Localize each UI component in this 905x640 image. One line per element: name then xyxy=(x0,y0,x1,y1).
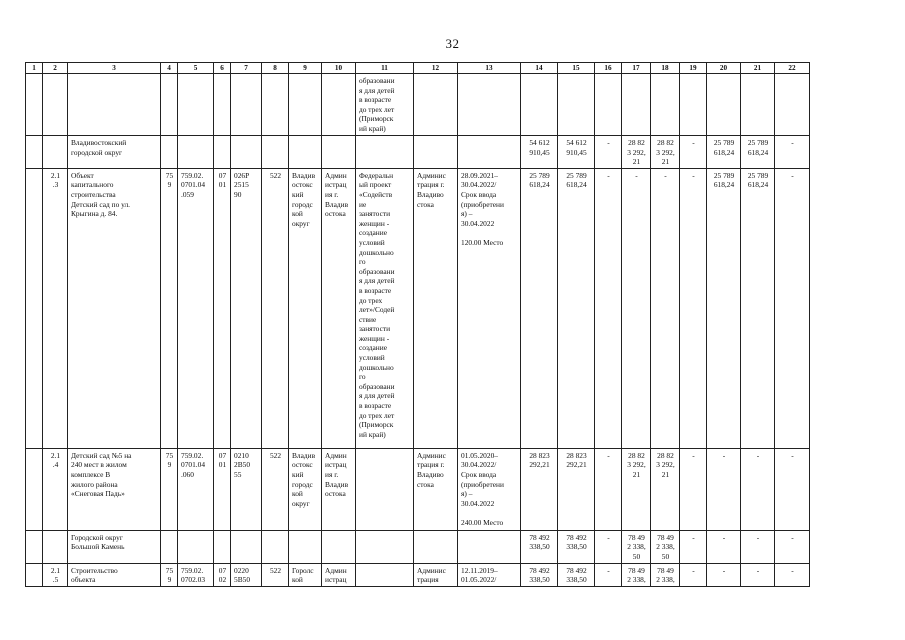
table-cell: 759.02. 0701.04 .060 xyxy=(178,448,214,530)
table-cell: Детский сад №5 на 240 мест в жилом комплексе В жилого района «Снеговая Падь» xyxy=(68,448,161,530)
table-cell: 78 492 338,50 xyxy=(558,563,595,586)
table-cell: 54 612 910,45 xyxy=(521,136,558,169)
table-cell: 2.1 .4 xyxy=(43,448,68,530)
table-cell: - xyxy=(680,448,707,530)
table-cell: 759.02. 0702.03 xyxy=(178,563,214,586)
table-cell: 522 xyxy=(262,168,289,448)
table-cell xyxy=(178,530,214,563)
table-cell xyxy=(356,530,414,563)
table-cell xyxy=(262,74,289,136)
table-cell: 522 xyxy=(262,448,289,530)
column-header: 7 xyxy=(231,63,262,74)
table-cell xyxy=(161,530,178,563)
table-cell: - xyxy=(680,530,707,563)
table-cell: 75 9 xyxy=(161,448,178,530)
table-cell: Админис трация xyxy=(414,563,458,586)
table-cell xyxy=(214,136,231,169)
table-row xyxy=(26,530,810,563)
column-header: 14 xyxy=(521,63,558,74)
table-cell xyxy=(262,530,289,563)
column-header: 5 xyxy=(178,63,214,74)
column-header: 11 xyxy=(356,63,414,74)
table-cell xyxy=(178,74,214,136)
table-cell: 25 789 618,24 xyxy=(741,168,775,448)
table-cell: Админис трация г. Владиво стока xyxy=(414,168,458,448)
table-cell: 78 49 2 338, xyxy=(651,563,680,586)
column-header: 9 xyxy=(289,63,322,74)
page-number: 32 xyxy=(445,36,460,51)
table-cell: 759.02. 0701.04 .059 xyxy=(178,168,214,448)
table-cell: 25 789 618,24 xyxy=(521,168,558,448)
table-cell: - xyxy=(775,168,810,448)
table-cell: Админ истрац ия г. Владив остока xyxy=(322,168,356,448)
table-row xyxy=(26,136,810,169)
table-cell xyxy=(231,74,262,136)
table-cell xyxy=(26,136,43,169)
budget-table xyxy=(25,62,810,587)
table-cell xyxy=(214,530,231,563)
table-row xyxy=(26,74,810,136)
table-cell: - xyxy=(775,136,810,169)
table-cell xyxy=(26,448,43,530)
table-cell: - xyxy=(775,563,810,586)
column-header: 1 xyxy=(26,63,43,74)
table-cell: 0210 2В50 55 xyxy=(231,448,262,530)
table-cell: 28 82 3 292, 21 xyxy=(622,136,651,169)
table-cell xyxy=(262,136,289,169)
table-cell xyxy=(43,136,68,169)
table-cell xyxy=(26,74,43,136)
table-cell xyxy=(322,530,356,563)
table-cell: - xyxy=(595,448,622,530)
table-cell: 25 789 618,24 xyxy=(707,136,741,169)
column-header: 22 xyxy=(775,63,810,74)
table-cell: 78 49 2 338, xyxy=(622,563,651,586)
column-header: 13 xyxy=(458,63,521,74)
table-cell: 78 49 2 338, 50 xyxy=(622,530,651,563)
table-cell: - xyxy=(595,168,622,448)
table-cell: - xyxy=(680,168,707,448)
table-cell: 28 823 292,21 xyxy=(521,448,558,530)
table-cell: 2.1 .5 xyxy=(43,563,68,586)
table-cell: 78 492 338,50 xyxy=(521,563,558,586)
table-cell: 026Р 2515 90 xyxy=(231,168,262,448)
table-cell: - xyxy=(622,168,651,448)
table-cell: Объект капитального строительства Детский сад по ул. Крыгина д. 84. xyxy=(68,168,161,448)
table-cell xyxy=(521,74,558,136)
table-cell: 2.1 .3 xyxy=(43,168,68,448)
table-cell xyxy=(414,530,458,563)
table-cell: Строительство объекта xyxy=(68,563,161,586)
table-cell: 25 789 618,24 xyxy=(558,168,595,448)
table-cell xyxy=(26,530,43,563)
column-header: 17 xyxy=(622,63,651,74)
table-cell: 28.09.2021– 30.04.2022/ Срок ввода (приобретени я) – 30.04.2022 120.00 Место xyxy=(458,168,521,448)
table-header-row xyxy=(26,63,810,74)
column-header: 18 xyxy=(651,63,680,74)
table-cell xyxy=(322,136,356,169)
table-cell xyxy=(214,74,231,136)
table-cell: - xyxy=(741,530,775,563)
table-cell xyxy=(161,74,178,136)
column-header: 12 xyxy=(414,63,458,74)
table-cell xyxy=(775,74,810,136)
table-cell xyxy=(458,530,521,563)
column-header: 19 xyxy=(680,63,707,74)
table-cell: - xyxy=(707,530,741,563)
table-cell xyxy=(356,563,414,586)
table-cell: - xyxy=(741,448,775,530)
column-header: 15 xyxy=(558,63,595,74)
table-cell: Горолс кой xyxy=(289,563,322,586)
table-cell xyxy=(178,136,214,169)
table-cell xyxy=(68,74,161,136)
table-cell: 12.11.2019– 01.05.2022/ xyxy=(458,563,521,586)
table-cell xyxy=(458,136,521,169)
table-cell: 0220 5В50 xyxy=(231,563,262,586)
table-cell xyxy=(231,530,262,563)
table-cell: 28 82 3 292, 21 xyxy=(651,136,680,169)
table-cell xyxy=(356,136,414,169)
table-cell xyxy=(289,74,322,136)
table-cell: 75 9 xyxy=(161,563,178,586)
table-cell: - xyxy=(707,563,741,586)
table-cell xyxy=(680,74,707,136)
table-cell: - xyxy=(651,168,680,448)
column-header: 6 xyxy=(214,63,231,74)
column-header: 16 xyxy=(595,63,622,74)
table-cell xyxy=(43,74,68,136)
table-cell: - xyxy=(680,136,707,169)
table-cell: 01.05.2020– 30.04.2022/ Срок ввода (приобретени я) – 30.04.2022 240.00 Место xyxy=(458,448,521,530)
table-cell: - xyxy=(707,448,741,530)
table-cell: - xyxy=(775,530,810,563)
table-cell: 07 02 xyxy=(214,563,231,586)
table-cell xyxy=(43,530,68,563)
table-cell xyxy=(651,74,680,136)
table-cell xyxy=(161,136,178,169)
table-cell: образовани я для детей в возрасте до трех лет (Приморск ий край) xyxy=(356,74,414,136)
table-cell xyxy=(322,74,356,136)
column-header: 2 xyxy=(43,63,68,74)
table-cell: Админис трация г. Владиво стока xyxy=(414,448,458,530)
table-cell: - xyxy=(741,563,775,586)
table-cell xyxy=(558,74,595,136)
table-cell xyxy=(707,74,741,136)
table-row xyxy=(26,563,810,586)
table-cell: 75 9 xyxy=(161,168,178,448)
table-cell: - xyxy=(595,563,622,586)
table-cell xyxy=(26,563,43,586)
table-cell: 28 82 3 292, 21 xyxy=(622,448,651,530)
table-cell: Федеральн ый проект «Содейств ие занятости женщин - создание условий дошкольно го образовани я для детей в возрасте до трех лет»/Содей ствие занятости женщин - создание условий дошкольно го образовани я для детей в возрасте до трех лет (Приморск ий край) xyxy=(356,168,414,448)
table-cell: 25 789 618,24 xyxy=(707,168,741,448)
table-cell: - xyxy=(680,563,707,586)
table-cell: - xyxy=(595,530,622,563)
column-header: 10 xyxy=(322,63,356,74)
table-cell: Владивостокский городской округ xyxy=(68,136,161,169)
table-cell: 522 xyxy=(262,563,289,586)
table-cell: - xyxy=(595,136,622,169)
column-header: 21 xyxy=(741,63,775,74)
table-cell xyxy=(289,530,322,563)
table-cell xyxy=(622,74,651,136)
table-cell xyxy=(26,168,43,448)
table-cell xyxy=(356,448,414,530)
table-cell: 78 492 338,50 xyxy=(558,530,595,563)
table-cell xyxy=(289,136,322,169)
table-cell: 28 82 3 292, 21 xyxy=(651,448,680,530)
table-cell: Городской округ Большой Камень xyxy=(68,530,161,563)
table-cell: 28 823 292,21 xyxy=(558,448,595,530)
table-cell: Владив остокс кий городс кой округ xyxy=(289,448,322,530)
table-cell: - xyxy=(775,448,810,530)
table-cell: Админ истрац xyxy=(322,563,356,586)
column-header: 4 xyxy=(161,63,178,74)
table-row xyxy=(26,168,810,448)
table-cell xyxy=(231,136,262,169)
table-cell xyxy=(414,136,458,169)
table-cell: 07 01 xyxy=(214,448,231,530)
table-cell xyxy=(595,74,622,136)
table-cell: 54 612 910,45 xyxy=(558,136,595,169)
column-header: 20 xyxy=(707,63,741,74)
table-cell xyxy=(458,74,521,136)
column-header: 8 xyxy=(262,63,289,74)
table-cell: 07 01 xyxy=(214,168,231,448)
column-header: 3 xyxy=(68,63,161,74)
table-cell: 78 49 2 338, 50 xyxy=(651,530,680,563)
table-row xyxy=(26,448,810,530)
table-cell xyxy=(741,74,775,136)
table-cell: 25 789 618,24 xyxy=(741,136,775,169)
table-cell: Владив остокс кий городс кой округ xyxy=(289,168,322,448)
table-cell: Админ истрац ия г. Владив остока xyxy=(322,448,356,530)
table-cell xyxy=(414,74,458,136)
table-cell: 78 492 338,50 xyxy=(521,530,558,563)
